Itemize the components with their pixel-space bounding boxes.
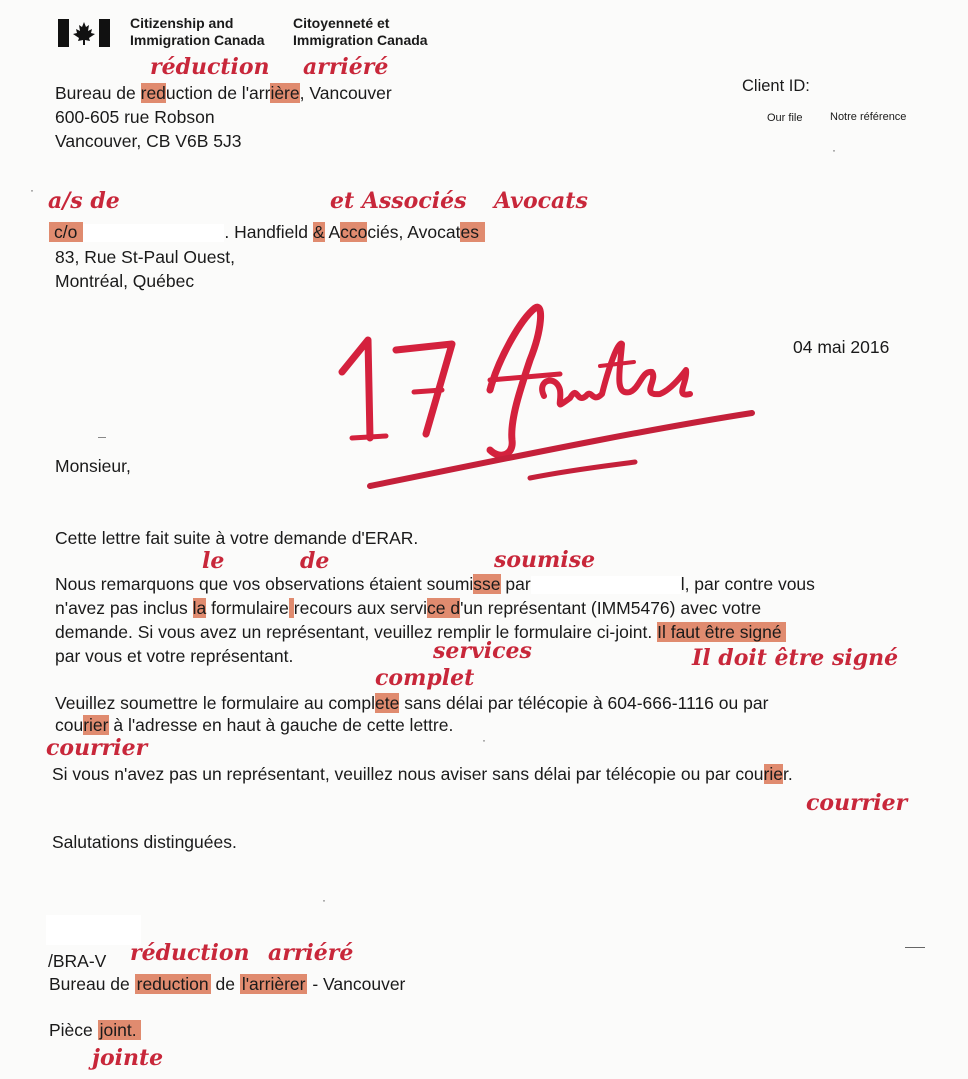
correction-il-doit-etre-signe: Il doit être signé <box>692 645 899 671</box>
error-highlight: es <box>460 222 484 242</box>
error-highlight: c/o <box>49 222 83 242</box>
agency-fr-line1: Citoyenneté et <box>293 15 390 31</box>
correction-courrier-1: courrier <box>46 735 148 761</box>
error-highlight: rier <box>83 715 109 735</box>
signature-office: Bureau de reduction de l'arrièrer - Vancouver <box>49 974 406 994</box>
error-highlight: red <box>140 83 166 103</box>
canada-flag-icon <box>58 19 110 47</box>
stray-mark: · <box>832 143 836 157</box>
enclosure: Pièce joint. <box>49 1019 141 1041</box>
error-highlight: cco <box>340 222 368 242</box>
error-highlight: joint. <box>98 1020 141 1040</box>
error-highlight: Il faut être signé <box>657 622 786 642</box>
sender-line1: Bureau de reduction de l'arrière, Vancouver <box>55 83 392 103</box>
our-file-label: Our file <box>767 112 803 124</box>
client-id-label: Client ID: <box>742 77 810 95</box>
stray-mark: · <box>482 733 486 747</box>
recipient-line1: c/o . Handfield & Accociés, Avocates <box>49 221 485 243</box>
correction-jointe: jointe <box>92 1045 164 1071</box>
correction-complet: complet <box>375 665 475 691</box>
correction-et-associes: et Associés <box>330 188 467 214</box>
error-highlight: ce d <box>427 598 461 618</box>
letter-date: 04 mai 2016 <box>793 337 890 357</box>
error-highlight: ière <box>270 83 300 103</box>
error-highlight: ete <box>375 693 400 713</box>
correction-as-de: a/s de <box>48 188 120 214</box>
correction-reduction-top: réduction <box>150 54 270 80</box>
error-highlight: la <box>192 598 207 618</box>
signature-code: /BRA-V <box>48 951 107 971</box>
correction-services: services <box>433 638 532 664</box>
body-para1: Cette lettre fait suite à votre demande d'ERAR. <box>55 528 419 548</box>
correction-courrier-2: courrier <box>806 790 908 816</box>
salutation: Monsieur, <box>55 456 131 476</box>
body-para2-line2: n'avez pas inclus la formulaire recours aux service d'un représentant (IMM5476) avec votre <box>55 598 762 618</box>
correction-avocats: Avocats <box>494 188 588 214</box>
error-highlight: reduction <box>136 974 209 994</box>
agency-en-line1: Citizenship and <box>130 15 234 31</box>
annotation-17-fautes <box>330 300 770 500</box>
body-para3-line2: courier à l'adresse en haut à gauche de cette lettre. <box>55 715 454 735</box>
correction-reduction-bottom: réduction <box>130 940 250 966</box>
error-highlight: & <box>312 222 325 242</box>
sender-line2: 600-605 rue Robson <box>55 107 215 127</box>
notre-reference-label: Notre référence <box>830 111 907 123</box>
correction-le: le <box>202 548 225 574</box>
error-highlight: l'arrièrer <box>241 974 306 994</box>
recipient-line3: Montréal, Québec <box>55 271 195 291</box>
redacted-signature <box>46 915 141 945</box>
error-highlight: rie <box>763 764 783 784</box>
body-para3-line1: Veuillez soumettre le formulaire au complete sans délai par télécopie à 604-666-1116 ou par <box>55 693 769 713</box>
correction-soumise: soumise <box>494 547 596 573</box>
body-para2-line4: par vous et votre représentant. <box>55 646 294 666</box>
body-para2-line1: Nous remarquons que vos observations étaient soumisse par l, par contre vous <box>55 574 815 594</box>
body-para2-line3: demande. Si vous avez un représentant, veuillez remplir le formulaire ci-joint. Il faut être signé <box>55 621 786 643</box>
body-para4: Si vous n'avez pas un représentant, veuillez nous aviser sans délai par télécopie ou par courier. <box>52 764 793 784</box>
sender-line3: Vancouver, CB V6B 5J3 <box>55 131 242 151</box>
correction-arriere-top: arriéré <box>303 54 389 80</box>
stray-mark: · <box>30 183 34 197</box>
closing: Salutations distinguées. <box>52 832 237 852</box>
agency-fr-line2: Immigration Canada <box>293 32 428 48</box>
stray-mark: · <box>322 893 326 907</box>
error-highlight: sse <box>473 574 501 594</box>
correction-arriere-bottom: arriéré <box>268 940 354 966</box>
redacted-block <box>531 576 681 594</box>
recipient-line2: 83, Rue St-Paul Ouest, <box>55 247 235 267</box>
agency-en-line2: Immigration Canada <box>130 32 265 48</box>
redacted-block <box>83 224 224 242</box>
stray-dash <box>905 947 925 948</box>
stray-dash <box>98 437 106 438</box>
correction-de: de <box>300 548 330 574</box>
